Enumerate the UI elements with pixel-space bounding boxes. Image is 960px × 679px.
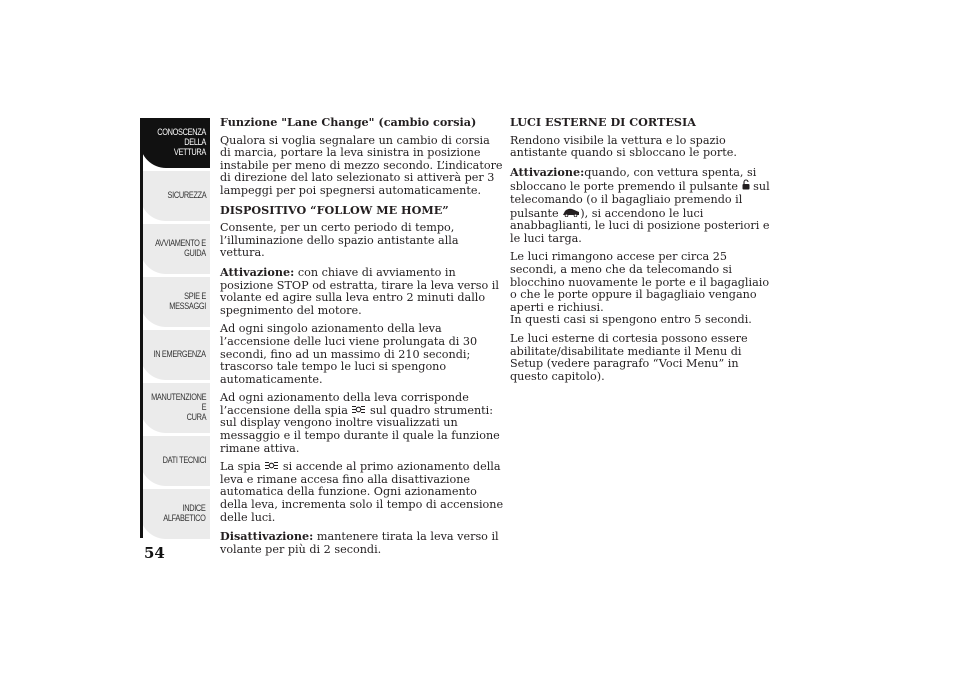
tab-label: IN EMERGENZA [153,349,206,360]
tab-label: SICUREZZA [167,190,206,201]
tab-spie-e-messaggi[interactable] [140,277,210,327]
text: si accende al primo azionamento della leva e rimane accesa fino alla disattivazione automatica della funzione. Ogni azionamento della leva, incrementa solo il tempo di accensione delle luci. [220,460,504,524]
paragraph: Ad ogni singolo azionamento della leva l’accensione delle luci viene prolungata di 30 secondi, fino ad un massimo di 210 secondi; trascorso tale tempo le luci si spengono automaticamente. [220,322,478,386]
tab-dati-tecnici[interactable] [140,436,210,486]
text: quando, con vettura spenta, si sbloccano le porte premendo il pulsante [510,165,757,194]
tab-label: INDICE ALFABETICO [163,503,206,523]
tab-label: CONOSCENZA DELLA VETTURA [157,127,206,157]
follow-me-home-icon [351,405,366,414]
page-number: 54 [144,544,165,562]
right-column [510,116,772,389]
paragraph: Rendono visibile la vettura e lo spazio antistante quando si sbloccano le porte. [510,133,737,160]
label-attivazione: Attivazione: [510,164,585,179]
paragraph: Le luci rimangono accese per circa 25 secondi, a meno che da telecomando si blocchino nuovamente le porte e il bagagliaio o che le porte oppure il bagagliaio vengano aperti e richiusi. [510,250,770,314]
tab-indice-alfabetico[interactable] [140,489,210,539]
paragraph [220,392,504,455]
paragraph [220,266,504,317]
tab-manutenzione-e-cura[interactable] [140,383,210,433]
text: mantenere tirata la leva verso il volante per più di 2 secondi. [220,530,499,556]
left-column [220,116,504,562]
heading-follow-me-home: DISPOSITIVO “FOLLOW ME HOME” [220,202,449,217]
paragraph: Qualora si voglia segnalare un cambio di corsia di marcia, portare la leva sinistra in posizione instabile per meno di mezzo secondo. L’indicatore di direzione del lato selezionato si attiverà per 3 lampeggi per poi spegnersi automaticamente. [220,133,503,197]
unlock-icon [742,179,750,190]
trunk-icon [562,207,580,217]
paragraph [510,166,772,246]
heading-lane-change: Funzione "Lane Change" (cambio corsia) [220,115,477,129]
tab-in-emergenza[interactable] [140,330,210,380]
section-sidebar [140,118,210,542]
text: sul quadro strumenti: sul display vengono inoltre visualizzati un messaggio e il tempo durante il quale la funzione rimane attiva. [220,403,500,455]
text: con chiave di avviamento in posizione STOP od estratta, tirare la leva verso il volante ed agire sulla leva entro 2 minuti dallo spegnimento del motore. [220,265,499,317]
label-attivazione: Attivazione: [220,264,295,279]
tab-label: DATI TECNICI [162,455,206,466]
paragraph: In questi casi si spengono entro 5 secondi. [510,313,752,327]
tab-label: SPIE E MESSAGGI [169,291,206,311]
label-disattivazione: Disattivazione: [220,529,314,544]
paragraph: Le luci esterne di cortesia possono essere abilitate/disabilitate mediante il Menu di Setup (vedere paragrafo “Voci Menu” in questo capitolo). [510,331,748,383]
tab-avviamento-e-guida[interactable] [140,224,210,274]
text: ), si accendono le luci anabbaglianti, le luci di posizione posteriori e le luci targa. [510,206,770,245]
text: Ad ogni azionamento della leva corrisponde l’accensione della spia [220,391,469,417]
paragraph: Consente, per un certo periodo di tempo, l’illuminazione dello spazio antistante alla vettura. [220,221,459,260]
tab-conoscenza-della-vettura[interactable] [140,118,210,168]
tab-label: MANUTENZIONE E CURA [150,392,206,422]
follow-me-home-icon [264,461,279,470]
tab-sicurezza[interactable] [140,171,210,221]
tab-label: AVVIAMENTO E GUIDA [155,238,206,258]
paragraph [220,530,504,556]
paragraph [220,461,504,524]
sidebar-edge [140,118,143,538]
text: sul telecomando (o il bagagliaio premendo il pulsante [510,180,770,220]
heading-luci-esterne: LUCI ESTERNE DI CORTESIA [510,115,696,129]
text: La spia [220,460,265,474]
